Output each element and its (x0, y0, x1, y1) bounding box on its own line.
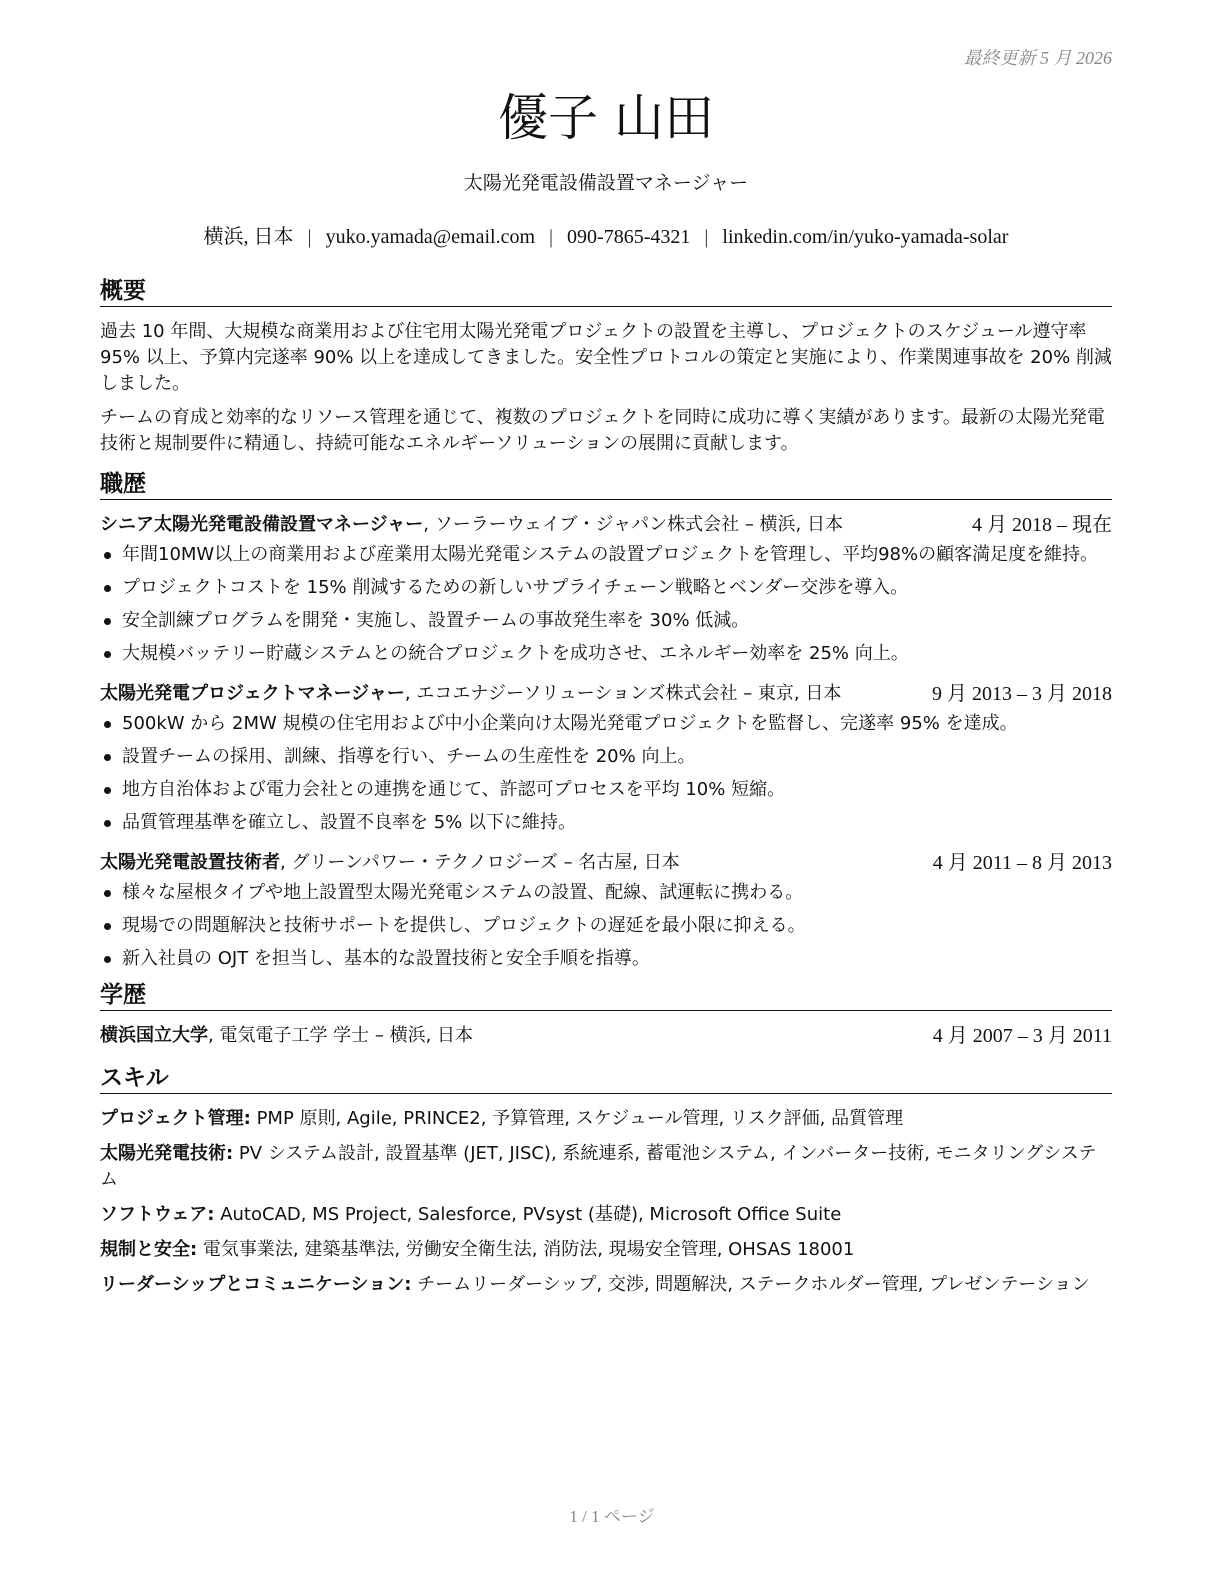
job-org: , ソーラーウェイブ・ジャパン株式会社 – 横浜, 日本 (423, 514, 843, 535)
education-section (100, 980, 1112, 1049)
job-role: シニア太陽光発電設備設置マネージャー (100, 514, 424, 535)
summary-section (100, 276, 1112, 457)
list-item: 大規模バッテリー貯蔵システムとの統合プロジェクトを成功させ、エネルギー効率を 25% 向上。 (100, 641, 1112, 667)
job-bullets (100, 542, 1112, 667)
contact-separator: | (704, 226, 709, 248)
list-item: プロジェクトコストを 15% 削減するための新しいサプライチェーン戦略とベンダー交渉を導入。 (100, 575, 1112, 601)
list-item: 新入社員の OJT を担当し、基本的な設置技術と安全手順を指導。 (100, 946, 1112, 972)
job-org: , グリーンパワー・テクノロジーズ – 名古屋, 日本 (280, 852, 680, 873)
education-school: 横浜国立大学 (100, 1025, 208, 1046)
skill-row (100, 1272, 1112, 1298)
job-role: 太陽光発電設置技術者 (100, 852, 280, 873)
job-entry (100, 681, 1112, 836)
experience-section (100, 469, 1112, 972)
job-dates: 4 月 2018 – 現在 (972, 514, 1112, 536)
skill-value: チームリーダーシップ, 交渉, 問題解決, ステークホルダー管理, プレゼンテーション (411, 1274, 1090, 1295)
contact-line (100, 224, 1112, 250)
list-item: 現場での問題解決と技術サポートを提供し、プロジェクトの遅延を最小限に抑える。 (100, 913, 1112, 939)
job-dates: 9 月 2013 – 3 月 2018 (932, 683, 1112, 705)
skill-label: リーダーシップとコミュニケーション: (100, 1274, 412, 1295)
education-detail: , 電気電子工学 学士 – 横浜, 日本 (208, 1025, 474, 1046)
job-title: 太陽光発電設備設置マネージャー (463, 172, 749, 194)
resume-content (100, 276, 1112, 1307)
section-heading-summary: 概要 (100, 276, 1112, 307)
list-item: 500kW から 2MW 規模の住宅用および中小企業向け太陽光発電プロジェクトを監督し、完遂率 95% を達成。 (100, 711, 1112, 737)
summary-paragraph: チームの育成と効率的なリソース管理を通じて、複数のプロジェクトを同時に成功に導く実績があります。最新の太陽光発電技術と規制要件に精通し、持続可能なエネルギーソリューションの展開に貢献します。 (100, 407, 1105, 454)
list-item: 年間10MW以上の商業用および産業用太陽光発電システムの設置プロジェクトを管理し、平均98%の顧客満足度を維持。 (100, 542, 1112, 568)
contact-separator: | (307, 226, 312, 248)
skill-row (100, 1141, 1112, 1193)
skill-label: ソフトウェア: (100, 1204, 215, 1225)
skill-label: 太陽光発電技術: (100, 1143, 234, 1164)
job-header (100, 681, 1112, 707)
skill-value: AutoCAD, MS Project, Salesforce, PVsyst (基礎), Microsoft Office Suite (214, 1204, 842, 1225)
list-item: 様々な屋根タイプや地上設置型太陽光発電システムの設置、配線、試運転に携わる。 (100, 880, 1112, 906)
skill-row (100, 1202, 1112, 1228)
skills-section (100, 1063, 1112, 1298)
contact-email[interactable]: yuko.yamada@email.com (325, 226, 536, 248)
contact-phone[interactable]: 090-7865-4321 (567, 226, 691, 248)
education-entry (100, 1023, 1112, 1049)
skill-row (100, 1106, 1112, 1132)
last-updated: 最終更新 5 月 2026 (963, 48, 1112, 68)
job-org: , エコエナジーソリューションズ株式会社 – 東京, 日本 (404, 683, 842, 704)
job-entry (100, 512, 1112, 667)
list-item: 品質管理基準を確立し、設置不良率を 5% 以下に維持。 (100, 810, 1112, 836)
skill-value: 電気事業法, 建築基準法, 労働安全衛生法, 消防法, 現場安全管理, OHSAS 18001 (197, 1239, 855, 1260)
contact-location: 横浜, 日本 (203, 226, 294, 248)
job-header (100, 850, 1112, 876)
section-heading-education: 学歴 (100, 980, 1112, 1011)
candidate-name: 優子 山田 (498, 89, 714, 147)
page-number: 1 / 1 ページ (569, 1507, 655, 1526)
section-heading-skills: スキル (100, 1063, 1112, 1094)
list-item: 設置チームの採用、訓練、指導を行い、チームの生産性を 20% 向上。 (100, 744, 1112, 770)
contact-linkedin[interactable]: linkedin.com/in/yuko-yamada-solar (722, 226, 1009, 248)
job-role: 太陽光発電プロジェクトマネージャー (100, 683, 405, 704)
skill-row (100, 1237, 1112, 1263)
skill-value: PV システム設計, 設置基準 (JET, JISC), 系統連系, 蓄電池システム, インバーター技術, モニタリングシステム (100, 1143, 1097, 1190)
summary-paragraph: 過去 10 年間、大規模な商業用および住宅用太陽光発電プロジェクトの設置を主導し、プロジェクトのスケジュール遵守率 95% 以上、予算内完遂率 90% 以上を達成してきました。安全性プロトコルの策定と実施により、作業関連事故を 20% 削減しました。 (100, 321, 1112, 394)
job-entry (100, 850, 1112, 972)
skill-label: プロジェクト管理: (100, 1108, 251, 1129)
list-item: 安全訓練プログラムを開発・実施し、設置チームの事故発生率を 30% 低減。 (100, 608, 1112, 634)
job-dates: 4 月 2011 – 8 月 2013 (932, 852, 1112, 874)
section-heading-experience: 職歴 (100, 469, 1112, 500)
job-bullets (100, 711, 1112, 836)
education-dates: 4 月 2007 – 3 月 2011 (932, 1025, 1112, 1047)
list-item: 地方自治体および電力会社との連携を通じて、許認可プロセスを平均 10% 短縮。 (100, 777, 1112, 803)
job-header (100, 512, 1112, 538)
contact-separator: | (549, 226, 554, 248)
skill-value: PMP 原則, Agile, PRINCE2, 予算管理, スケジュール管理, リスク評価, 品質管理 (250, 1108, 904, 1129)
skill-label: 規制と安全: (100, 1239, 198, 1260)
job-bullets (100, 880, 1112, 972)
